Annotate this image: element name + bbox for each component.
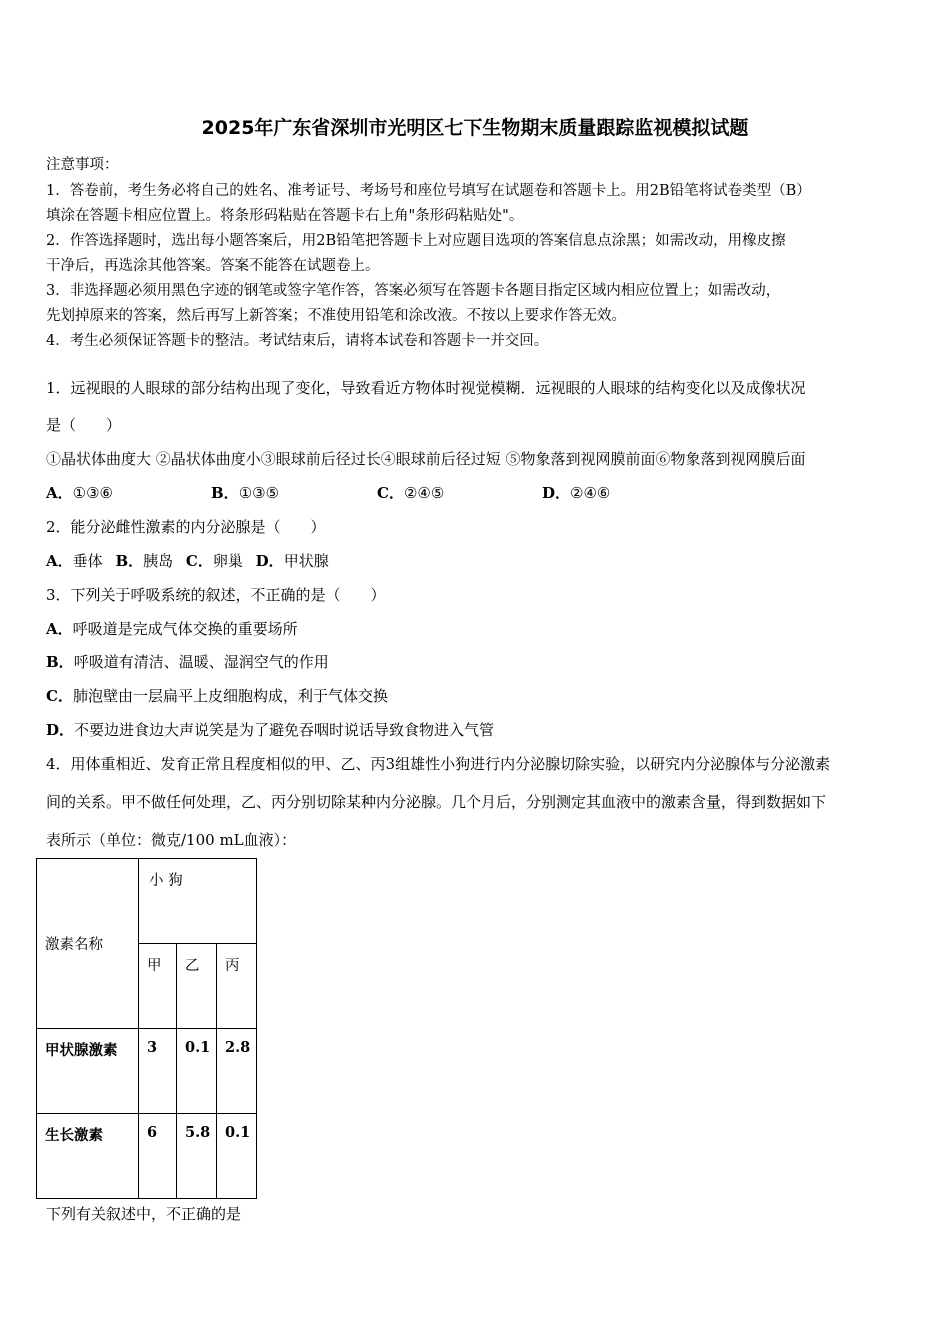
q3-option-b[interactable]: B．呼吸道有清洁、温暖、湿润空气的作用 [46,653,329,671]
q1-option-b[interactable]: B．①③⑤ [211,484,280,502]
table-col-header: 丙 [217,944,257,1029]
table-cell: 0.1 [177,1029,217,1114]
q3-option-d[interactable]: D．不要边进食边大声说笑是为了避免吞咽时说话导致食物进入气管 [46,721,495,739]
q4-stem: 4．用体重相近、发育正常且程度相似的甲、乙、丙3组雄性小狗进行内分泌腺切除实验，以研究内分泌腺体与分泌激素 [46,755,831,773]
table-cell: 0.1 [217,1114,257,1199]
q1-stem-cont: 是（ ） [46,416,122,434]
q4-stem-cont: 间的关系。甲不做任何处理，乙、丙分别切除某种内分泌腺。几个月后，分别测定其血液中的激素含量，得到数据如下 [46,793,827,811]
notice-line: 填涂在答题卡相应位置上。将条形码粘贴在答题卡右上角"条形码粘贴处"。 [46,208,524,224]
q3-stem: 3．下列关于呼吸系统的叙述，不正确的是（ ） [46,586,386,604]
table-corner-cell: 激素名称 [37,859,139,1029]
q2-option-b[interactable]: B．胰岛 [115,552,174,570]
table-cell: 5.8 [177,1114,217,1199]
notice-heading: 注意事项： [46,157,119,173]
q4-question: 下列有关叙述中，不正确的是 [46,1205,242,1223]
q1-option-a[interactable]: A．①③⑥ [46,484,113,502]
q2-option-a[interactable]: A．垂体 [46,552,103,570]
table-row-name: 生长激素 [37,1114,139,1199]
hormone-table [36,858,257,1199]
table-row [37,1029,257,1114]
table-col-header: 乙 [177,944,217,1029]
notice-line: 3．非选择题必须用黑色字迹的钢笔或签字笔作答，答案必须写在答题卡各题目指定区域内相应位置上；如需改动， [46,283,781,299]
q2-options [46,550,329,571]
q3-option-c[interactable]: C．肺泡壁由一层扁平上皮细胞构成，利于气体交换 [46,687,388,705]
q1-stem: 1．远视眼的人眼球的部分结构出现了变化，导致看近方物体时视觉模糊．远视眼的人眼球的结构变化以及成像状况 [46,379,806,397]
notice-line: 干净后，再选涂其他答案。答案不能答在试题卷上。 [46,258,380,274]
q1-option-d[interactable]: D．②④⑥ [542,484,611,502]
notice-line: 1．答卷前，考生务必将自己的姓名、准考证号、考场号和座位号填写在试题卷和答题卡上。用2B铅笔将试卷类型（B） [46,183,811,199]
q2-option-d[interactable]: D．甲状腺 [255,552,329,570]
notice-line: 4．考生必须保证答题卡的整洁。考试结束后，请将本试卷和答题卡一并交回。 [46,333,549,349]
q1-option-c[interactable]: C．②④⑤ [377,484,445,502]
notice-line: 2．作答选择题时，选出每小题答案后，用2B铅笔把答题卡上对应题目选项的答案信息点涂黑；如需改动，用橡皮擦 [46,233,786,249]
q4-stem-cont: 表所示（单位：微克/100 mL血液）： [46,831,297,849]
q2-stem: 2．能分泌雌性激素的内分泌腺是（ ） [46,518,326,536]
page-title: 2025年广东省深圳市光明区七下生物期末质量跟踪监视模拟试题 [201,117,749,139]
q3-option-a[interactable]: A．呼吸道是完成气体交换的重要场所 [46,620,298,638]
q2-option-c[interactable]: C．卵巢 [185,552,243,570]
table-row [37,1114,257,1199]
notice-line: 先划掉原来的答案，然后再写上新答案；不准使用铅笔和涂改液。不按以上要求作答无效。 [46,308,626,324]
table-cell: 6 [139,1114,177,1199]
table-row-name: 甲状腺激素 [37,1029,139,1114]
table-cell: 3 [139,1029,177,1114]
table-col-header: 甲 [139,944,177,1029]
table-cell: 2.8 [217,1029,257,1114]
q1-items: ①晶状体曲度大 ②晶状体曲度小③眼球前后径过长④眼球前后径过短 ⑤物象落到视网膜前面⑥物象落到视网膜后面 [46,450,806,468]
table-group-header: 小 狗 [139,859,257,944]
